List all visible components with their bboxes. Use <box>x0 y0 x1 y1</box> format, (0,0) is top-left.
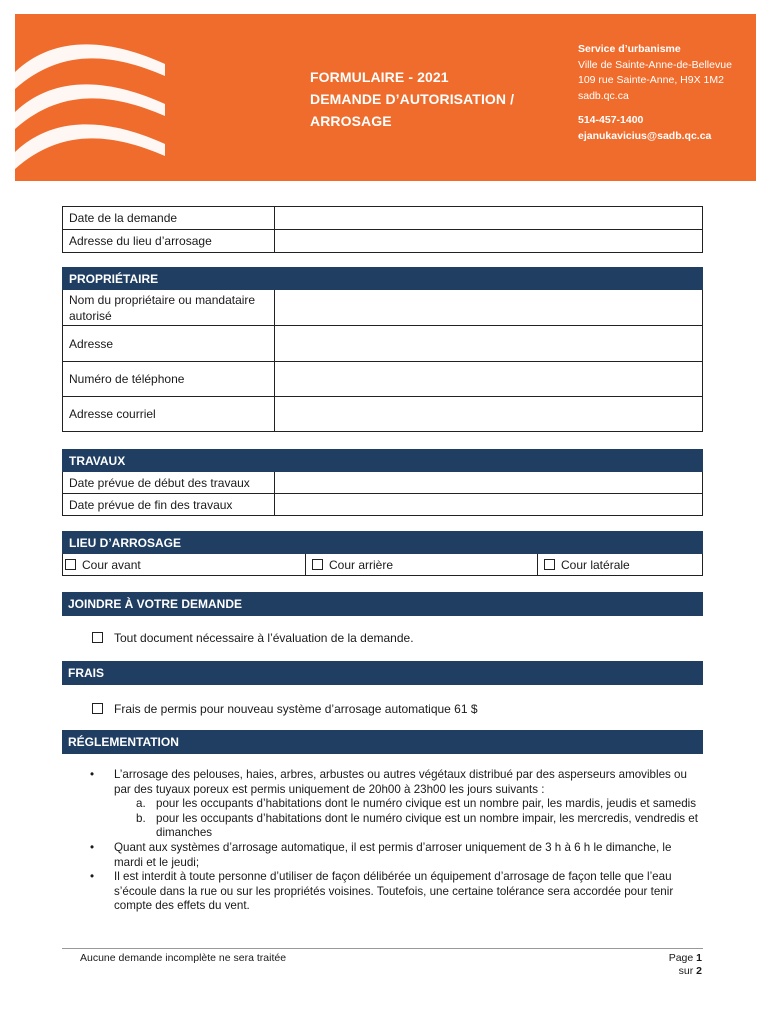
fees-item: Frais de permis pour nouveau système d’arrosage automatique 61 $ <box>92 702 478 716</box>
contact-block <box>578 42 732 144</box>
date-label: Date de la demande <box>63 207 275 230</box>
rules-heading: RÉGLEMENTATION <box>62 730 703 754</box>
rule-subitem-b: b. pour les occupants d’habitations dont le numéro civique est un nombre impair, les mercredis, vendredis et dimanches <box>136 811 698 840</box>
attach-item: Tout document nécessaire à l’évaluation de la demande. <box>92 631 414 645</box>
owner-name-label: Nom du propriétaire ou mandataire autorisé <box>63 290 275 326</box>
location-table <box>62 531 703 576</box>
owner-address-label: Adresse <box>63 326 275 362</box>
phone-number: 514-457-1400 <box>578 114 644 126</box>
location-address-label: Adresse du lieu d’arrosage <box>63 230 275 253</box>
contact-email: ejanukavicius@sadb.qc.ca <box>578 129 712 142</box>
rule-item: • L’arrosage des pelouses, haies, arbres, arbustes ou autres végétaux distribué par des asperseurs amovibles ou par des tuyaux poreux est permis uniquement de 20h00 à 23h00 les jours suivants : <box>90 768 700 797</box>
service-name: Service d’urbanisme <box>578 43 681 55</box>
rule-item: • Quant aux systèmes d’arrosage automatique, il est permis d’arroser uniquement de 3 h à 6 h le dimanche, le mardi et le jeudi; <box>90 841 700 870</box>
option-side-yard[interactable]: Cour latérale <box>538 554 703 576</box>
footer-divider <box>62 948 703 949</box>
street-address: 109 rue Sainte-Anne, H9X 1M2 <box>578 74 724 86</box>
general-table <box>62 206 703 253</box>
end-date-label: Date prévue de fin des travaux <box>63 494 275 516</box>
end-date-field[interactable] <box>275 494 703 516</box>
start-date-label: Date prévue de début des travaux <box>63 472 275 494</box>
work-table <box>62 449 703 516</box>
form-title: FORMULAIRE - 2021 DEMANDE D’AUTORISATION / ARROSAGE <box>310 69 515 129</box>
attach-heading: JOINDRE À VOTRE DEMANDE <box>62 592 703 616</box>
rules-list <box>90 768 700 914</box>
option-back-yard[interactable]: Cour arrière <box>306 554 538 576</box>
attach-checkbox[interactable] <box>92 632 103 643</box>
fees-heading: FRAIS <box>62 661 703 685</box>
rule-item: • Il est interdit à toute personne d’utiliser de façon délibérée un équipement d’arrosage de façon telle que l’eau s’écoule dans la rue ou sur les propriétés voisines. Toutefois, une certaine tolérance sera accordée pour tenir compte des effets du vent. <box>90 870 700 914</box>
city-name: Ville de Sainte-Anne-de-Bellevue <box>578 58 732 71</box>
option-front-yard[interactable]: Cour avant <box>63 554 306 576</box>
location-heading: LIEU D’ARROSAGE <box>63 532 703 554</box>
owner-address-field[interactable] <box>275 326 703 362</box>
owner-name-field[interactable] <box>275 290 703 326</box>
owner-phone-field[interactable] <box>275 362 703 397</box>
owner-email-field[interactable] <box>275 397 703 432</box>
website: sadb.qc.ca <box>578 89 629 102</box>
date-field[interactable] <box>275 207 703 230</box>
owner-email-label: Adresse courriel <box>63 397 275 432</box>
header-banner <box>15 14 756 181</box>
front-yard-checkbox[interactable] <box>65 559 76 570</box>
location-address-field[interactable] <box>275 230 703 253</box>
city-logo-waves <box>15 14 165 181</box>
work-heading: TRAVAUX <box>63 450 703 472</box>
owner-heading: PROPRIÉTAIRE <box>63 268 703 290</box>
back-yard-checkbox[interactable] <box>312 559 323 570</box>
owner-phone-label: Numéro de téléphone <box>63 362 275 397</box>
start-date-field[interactable] <box>275 472 703 494</box>
footer-note: Aucune demande incomplète ne sera traitée <box>80 952 287 964</box>
owner-table <box>62 267 703 432</box>
fees-checkbox[interactable] <box>92 703 103 714</box>
page-indicator: Page 1 sur 2 <box>668 952 702 977</box>
side-yard-checkbox[interactable] <box>544 559 555 570</box>
rule-subitem-a: a. pour les occupants d’habitations dont le numéro civique est un nombre pair, les mardis, jeudis et samedis <box>136 797 697 811</box>
